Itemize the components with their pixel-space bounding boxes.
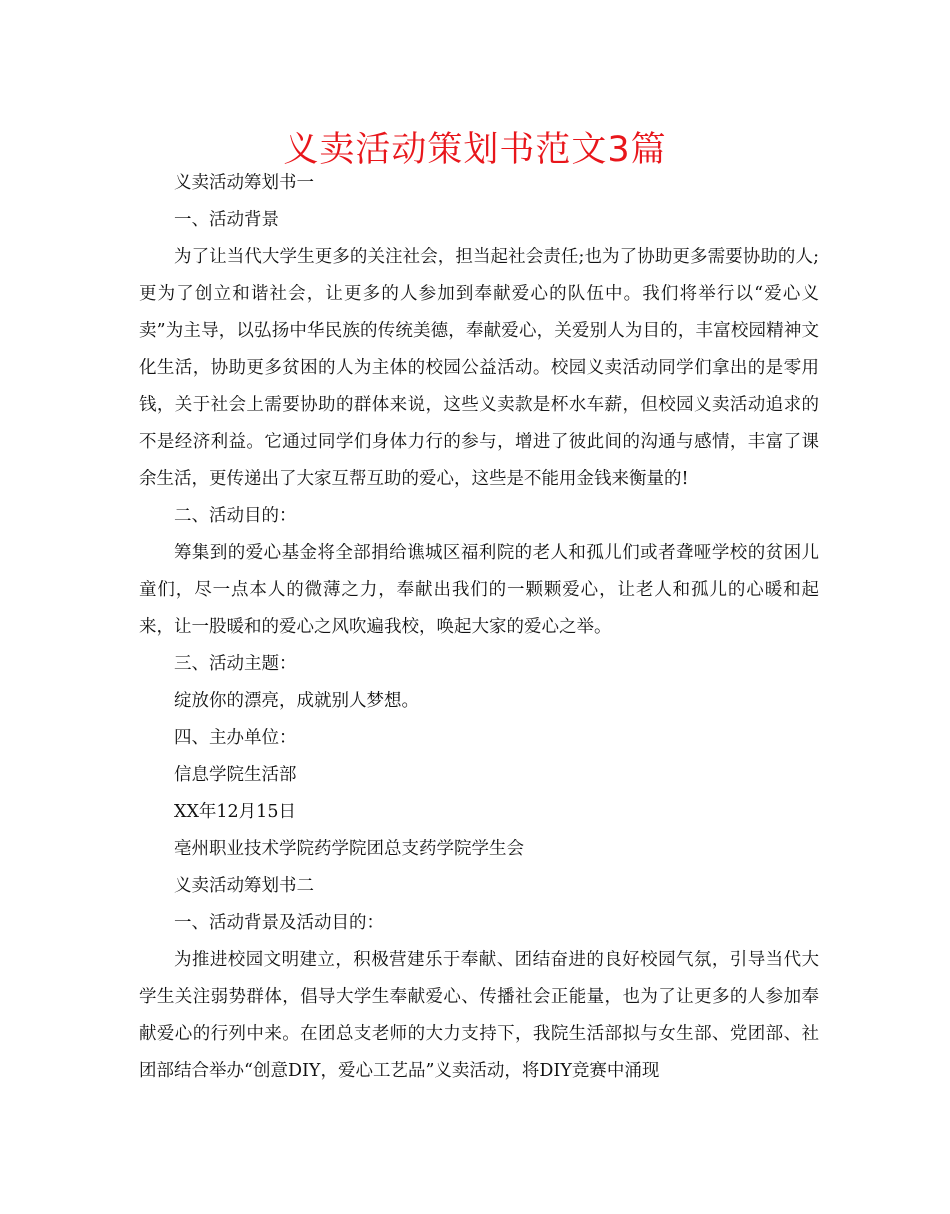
section-heading: 一、活动背景及活动目的： bbox=[174, 913, 384, 933]
body-paragraph: 为了让当代大学生更多的关注社会，担当起社会责任;也为了协助更多需要协助的人;更为了创立和谐社会，让更多的人参加到奉献爱心的队伍中。我们将举行以“爱心义卖”为主导，以弘扬中华民族的传统美德，奉献爱心，关爱别人为目的，丰富校园精神文化生活，协助更多贫困的人为主体的校园公益活动。校园义卖活动同学们拿出的是零用钱，关于社会上需要协助的群体来说，这些义卖款是杯水车薪，但校园义卖活动追求的不是经济利益。它通过同学们身体力行的参与，增进了彼此间的沟通与感情，丰富了课余生活，更传递出了大家互帮互助的爱心，这些是不能用金钱来衡量的! bbox=[139, 247, 819, 489]
document-title: 义卖活动策划书范文3篇 bbox=[283, 130, 667, 170]
document-body bbox=[139, 165, 819, 1090]
body-paragraph: 筹集到的爱心基金将全部捐给谯城区福利院的老人和孤儿们或者聋哑学校的贫困儿童们，尽一点本人的微薄之力，奉献出我们的一颗颗爱心，让老人和孤儿的心暖和起来，让一股暖和的爱心之风吹遍我校，唤起大家的爱心之举。 bbox=[139, 543, 819, 637]
body-line: 亳州职业技术学院药学院团总支药学院学生会 bbox=[174, 839, 524, 859]
section-heading: 义卖活动筹划书二 bbox=[174, 876, 314, 896]
section-heading: 三、活动主题： bbox=[174, 654, 297, 674]
body-line: XX年12月15日 bbox=[174, 802, 296, 822]
body-line: 信息学院生活部 bbox=[174, 765, 297, 785]
body-line: 绽放你的漂亮，成就别人梦想。 bbox=[174, 691, 419, 711]
section-heading: 二、活动目的： bbox=[174, 506, 297, 526]
section-heading: 一、活动背景 bbox=[174, 210, 279, 230]
section-heading: 义卖活动筹划书一 bbox=[174, 173, 314, 193]
section-heading: 四、主办单位： bbox=[174, 728, 297, 748]
body-paragraph: 为推进校园文明建立，积极营建乐于奉献、团结奋进的良好校园气氛，引导当代大学生关注弱势群体，倡导大学生奉献爱心、传播社会正能量，也为了让更多的人参加奉献爱心的行列中来。在团总支老师的大力支持下，我院生活部拟与女生部、党团部、社团部结合举办“创意DIY，爱心工艺品”义卖活动，将DIY竞赛中涌现 bbox=[139, 950, 819, 1081]
